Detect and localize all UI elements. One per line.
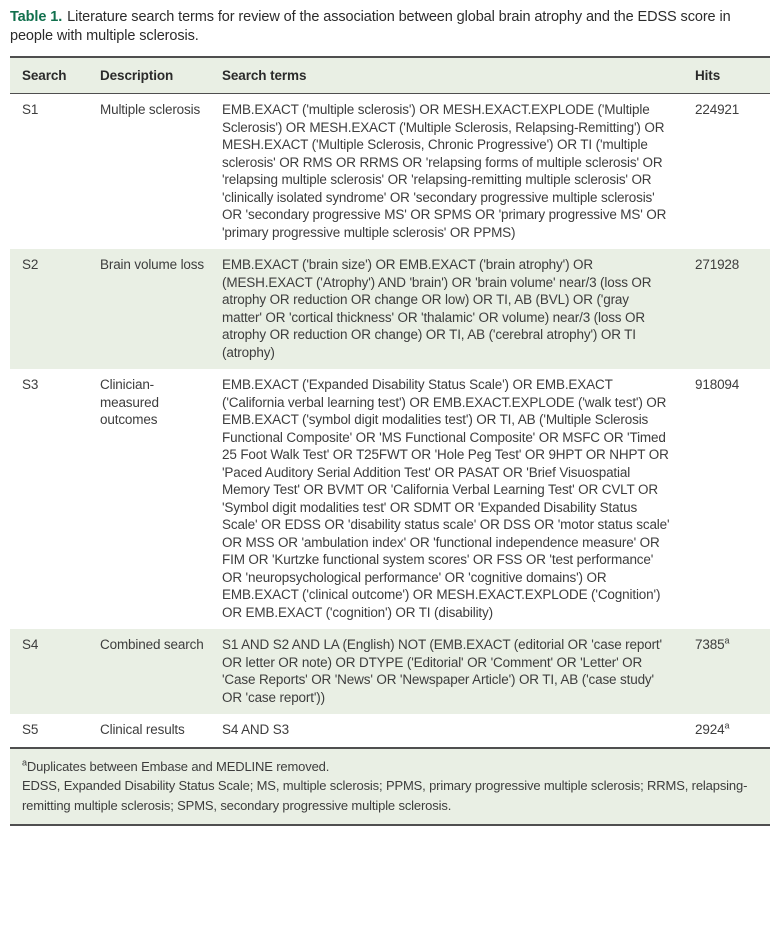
cell-search-terms: EMB.EXACT ('multiple sclerosis') OR MESH.EXACT.EXPLODE ('Multiple Sclerosis') OR MESH.EXACT ('Multiple Sclerosis, Relapsing-Remitting') OR MESH.EXACT ('Multiple Sclerosis, Chronic Progressive') OR TI ('multiple sclerosis' OR RMS OR RRMS OR 'relapsing forms of multiple sclerosis' OR 'relapsing multiple sclerosis' OR 'relapsing-remitting multiple sclerosis' OR 'clinically isolated syndrome' OR 'secondary progressive multiple sclerosis' OR 'secondary progressive MS' OR SPMS OR 'primary progressive MS' OR 'primary progressive multiple sclerosis' OR PPMS) bbox=[222, 102, 667, 240]
table-row bbox=[10, 249, 770, 369]
cell-hits bbox=[685, 249, 770, 369]
cell-hits bbox=[685, 714, 770, 747]
footnote-marker: a bbox=[22, 757, 27, 768]
column-header-hits: Hits bbox=[685, 57, 770, 94]
cell-search-id: S3 bbox=[22, 377, 39, 392]
hits-value: 224921 bbox=[695, 102, 740, 117]
table-caption-label: Table 1. bbox=[10, 9, 63, 25]
cell-search-id: S5 bbox=[22, 722, 39, 737]
cell-hits bbox=[685, 94, 770, 250]
table-caption-text: Literature search terms for review of the association between global brain atrophy and the EDSS score in people with multiple sclerosis. bbox=[10, 9, 731, 44]
table-row bbox=[10, 629, 770, 714]
hits-value: 2924 bbox=[695, 722, 725, 737]
cell-search-terms: S1 AND S2 AND LA (English) NOT (EMB.EXACT (editorial OR 'case report' OR letter OR note) OR DTYPE ('Editorial' OR 'Comment' OR 'Letter' OR 'Case Reports' OR 'News' OR 'Newspaper Article') OR TI, AB ('case study' OR 'case report')) bbox=[222, 637, 662, 705]
cell-search-id: S1 bbox=[22, 102, 39, 117]
cell-search-terms: EMB.EXACT ('brain size') OR EMB.EXACT ('brain atrophy') OR (MESH.EXACT ('Atrophy') AND 'brain') OR 'brain volume' near/3 (loss OR atrophy OR reduction OR change OR low) OR TI, AB (BVL) OR ('gray matter' OR 'cortical thickness' OR 'thalamic' OR volume) near/3 (loss OR atrophy OR reduction OR change) OR TI, AB ('cerebral atrophy') OR TI (atrophy) bbox=[222, 257, 652, 360]
literature-search-table bbox=[10, 56, 770, 747]
column-header-search-terms: Search terms bbox=[222, 57, 685, 94]
cell-hits bbox=[685, 369, 770, 629]
cell-description: Clinical results bbox=[100, 722, 185, 737]
cell-description: Brain volume loss bbox=[100, 257, 204, 272]
cell-description: Clinician-measured outcomes bbox=[100, 377, 159, 427]
table-header bbox=[10, 57, 770, 94]
cell-search-terms: EMB.EXACT ('Expanded Disability Status Scale') OR EMB.EXACT ('California verbal learning test') OR EMB.EXACT.EXPLODE ('walk test') OR EMB.EXACT ('symbol digit modalities test') OR TI, AB ('Multiple Sclerosis Functional Composite' OR 'MS Functional Composite' OR MSFC OR 'Timed 25 Foot Walk Test' OR T25FWT OR 'Hole Peg Test' OR 9HPT OR NHPT OR 'Paced Auditory Serial Addition Test' OR PASAT OR 'Brief Visuospatial Memory Test' OR BVMT OR 'California Verbal Learning Test' OR CVLT OR 'Symbol digit modalities test' OR SDMT OR 'Expanded Disability Status Scale' OR EDSS OR 'disability status scale' OR DSS OR 'motor status scale' OR MSS OR 'ambulation index' OR 'functional independence measure' OR FIM OR 'Kurtzke functional system scores' OR FSS OR 'test performance' OR 'neuropsychological performance' OR 'cognitive domains') OR EMB.EXACT ('clinical outcome') OR MESH.EXACT.EXPLODE ('Cognition') OR EMB.EXACT ('cognition') OR TI (disability) bbox=[222, 377, 670, 620]
cell-search-id: S2 bbox=[22, 257, 39, 272]
cell-description: Multiple sclerosis bbox=[100, 102, 201, 117]
table-body bbox=[10, 94, 770, 747]
hits-superscript: a bbox=[724, 720, 730, 731]
column-header-description: Description bbox=[100, 57, 222, 94]
footnote-duplicates bbox=[22, 757, 758, 777]
header-row bbox=[10, 57, 770, 94]
table-row bbox=[10, 369, 770, 629]
hits-value: 918094 bbox=[695, 377, 740, 392]
hits-superscript: a bbox=[724, 635, 730, 646]
hits-value: 7385 bbox=[695, 637, 725, 652]
table-row bbox=[10, 94, 770, 250]
cell-description: Combined search bbox=[100, 637, 204, 652]
footnote-abbreviations: EDSS, Expanded Disability Status Scale; MS, multiple sclerosis; PPMS, primary progressive multiple sclerosis; RRMS, relapsing-remitting multiple sclerosis; SPMS, secondary progressive multiple sclerosis. bbox=[22, 778, 748, 813]
cell-search-id: S4 bbox=[22, 637, 39, 652]
hits-value: 271928 bbox=[695, 257, 740, 272]
table-caption bbox=[10, 8, 770, 46]
cell-search-terms: S4 AND S3 bbox=[222, 722, 289, 737]
column-header-search: Search bbox=[10, 57, 100, 94]
footnote-duplicates-text: Duplicates between Embase and MEDLINE removed. bbox=[26, 758, 330, 774]
cell-hits bbox=[685, 629, 770, 714]
table-row bbox=[10, 714, 770, 747]
table-footnotes bbox=[10, 747, 770, 827]
